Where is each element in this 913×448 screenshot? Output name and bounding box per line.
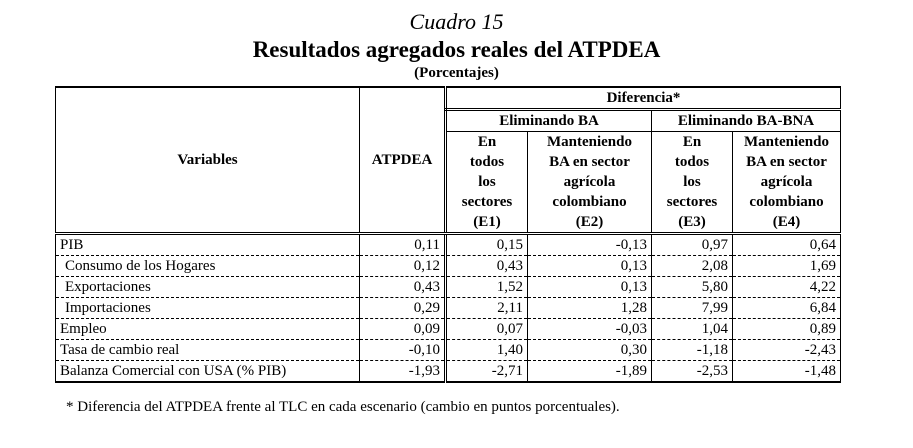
cell-e2: -0,03 bbox=[528, 319, 652, 340]
table-row bbox=[56, 256, 841, 277]
cell-e4: -1,48 bbox=[733, 361, 841, 383]
cell-e2: 0,30 bbox=[528, 340, 652, 361]
row-label: Empleo bbox=[56, 319, 360, 340]
table-title: Resultados agregados reales del ATPDEA bbox=[252, 37, 661, 62]
cell-atpdea: 0,09 bbox=[360, 319, 446, 340]
cell-e4: 1,69 bbox=[733, 256, 841, 277]
cell-atpdea: -0,10 bbox=[360, 340, 446, 361]
row-label: PIB bbox=[56, 234, 360, 256]
header-e3: En todos los sectores (E3) bbox=[652, 132, 733, 234]
header-eliminando-ba: Eliminando BA bbox=[446, 110, 652, 132]
header-diferencia: Diferencia* bbox=[446, 87, 841, 110]
header-variables: Variables bbox=[56, 87, 360, 234]
cell-e2: 0,13 bbox=[528, 277, 652, 298]
table-row bbox=[56, 277, 841, 298]
cell-atpdea: 0,29 bbox=[360, 298, 446, 319]
cell-atpdea: -1,93 bbox=[360, 361, 446, 383]
footnote: * Diferencia del ATPDEA frente al TLC en cada escenario (cambio en puntos porcentuales). bbox=[66, 399, 620, 415]
cell-e3: 0,97 bbox=[652, 234, 733, 256]
cell-e1: 2,11 bbox=[446, 298, 528, 319]
header-e4: Manteniendo BA en sector agrícola colombiano (E4) bbox=[733, 132, 841, 234]
cell-e3: 1,04 bbox=[652, 319, 733, 340]
header-eliminando-ba-bna: Eliminando BA-BNA bbox=[652, 110, 841, 132]
cell-e3: 2,08 bbox=[652, 256, 733, 277]
cell-e1: 0,15 bbox=[446, 234, 528, 256]
cell-e1: 1,52 bbox=[446, 277, 528, 298]
cell-e3: -1,18 bbox=[652, 340, 733, 361]
header-e2: Manteniendo BA en sector agrícola colombiano (E2) bbox=[528, 132, 652, 234]
table-row bbox=[56, 361, 841, 383]
cell-e1: 0,43 bbox=[446, 256, 528, 277]
cell-atpdea: 0,43 bbox=[360, 277, 446, 298]
results-table bbox=[55, 86, 841, 383]
row-label: Importaciones bbox=[56, 298, 360, 319]
cell-e1: 1,40 bbox=[446, 340, 528, 361]
table-row bbox=[56, 319, 841, 340]
cell-e3: 7,99 bbox=[652, 298, 733, 319]
row-label: Balanza Comercial con USA (% PIB) bbox=[56, 361, 360, 383]
cell-e2: 1,28 bbox=[528, 298, 652, 319]
cell-e4: 0,64 bbox=[733, 234, 841, 256]
header-e1: En todos los sectores (E1) bbox=[446, 132, 528, 234]
cell-e1: 0,07 bbox=[446, 319, 528, 340]
row-label: Consumo de los Hogares bbox=[56, 256, 360, 277]
table-unit: (Porcentajes) bbox=[414, 65, 499, 81]
table-row bbox=[56, 340, 841, 361]
cell-e3: 5,80 bbox=[652, 277, 733, 298]
cell-e3: -2,53 bbox=[652, 361, 733, 383]
cell-e2: -1,89 bbox=[528, 361, 652, 383]
header-atpdea: ATPDEA bbox=[360, 87, 446, 234]
cell-e4: 0,89 bbox=[733, 319, 841, 340]
row-label: Exportaciones bbox=[56, 277, 360, 298]
cell-e2: -0,13 bbox=[528, 234, 652, 256]
cell-e4: -2,43 bbox=[733, 340, 841, 361]
row-label: Tasa de cambio real bbox=[56, 340, 360, 361]
cell-e2: 0,13 bbox=[528, 256, 652, 277]
cell-e4: 4,22 bbox=[733, 277, 841, 298]
table-row bbox=[56, 298, 841, 319]
cell-atpdea: 0,11 bbox=[360, 234, 446, 256]
cell-e4: 6,84 bbox=[733, 298, 841, 319]
table-number: Cuadro 15 bbox=[409, 9, 504, 34]
cell-atpdea: 0,12 bbox=[360, 256, 446, 277]
cell-e1: -2,71 bbox=[446, 361, 528, 383]
table-row bbox=[56, 234, 841, 256]
